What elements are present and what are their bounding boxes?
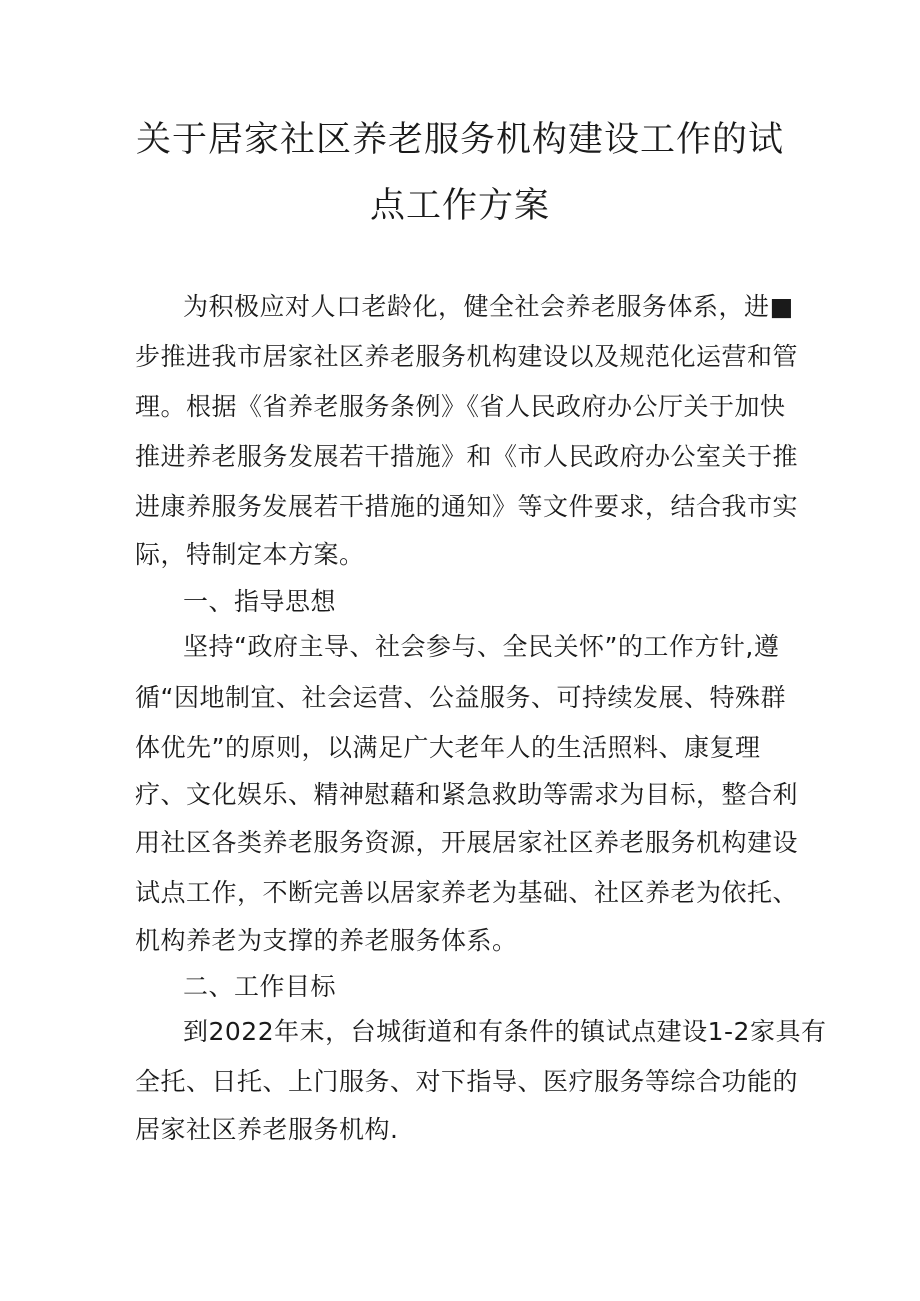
- intro-line-2: 步推进我市居家社区养老服务机构建设以及规范化运营和管: [135, 342, 799, 371]
- section2-heading: 二、工作目标: [183, 972, 337, 1001]
- section1-line-3: 体优先”的原则，以满足广大老年人的生活照料、康复理: [135, 733, 761, 762]
- document-title-line-2: 点工作方案: [369, 186, 550, 226]
- intro-line-6: 际，特制定本方案。: [135, 540, 365, 569]
- section1-heading: 一、指导思想: [183, 587, 337, 616]
- section2-line-1: 到2022年末，台城街道和有条件的镇试点建设1-2家具有: [183, 1017, 827, 1046]
- section1-line-5: 用社区各类养老服务资源，开展居家社区养老服务机构建设: [135, 828, 799, 857]
- section1-line-6: 试点工作，不断完善以居家养老为基础、社区养老为依托、: [135, 878, 799, 907]
- section2-line-2: 全托、日托、上门服务、对下指导、医疗服务等综合功能的: [135, 1067, 799, 1096]
- intro-line-5: 进康养服务发展若干措施的通知》等文件要求，结合我市实: [135, 492, 799, 521]
- intro-line-3: 理。根据《省养老服务条例》《省人民政府办公厅关于加快: [135, 392, 786, 421]
- section2-line-3: 居家社区养老服务机构.: [135, 1115, 399, 1144]
- section1-line-4: 疗、文化娱乐、精神慰藉和紧急救助等需求为目标，整合利: [135, 780, 799, 809]
- section1-line-1: 坚持“政府主导、社会参与、全民关怀”的工作方针,遵: [183, 632, 780, 661]
- section1-line-2: 循“因地制宜、社会运营、公益服务、可持续发展、特殊群: [135, 683, 786, 712]
- intro-line-1: 为积极应对人口老龄化，健全社会养老服务体系，进■: [183, 292, 794, 321]
- section1-line-7: 机构养老为支撑的养老服务体系。: [135, 926, 518, 955]
- intro-line-4: 推进养老服务发展若干措施》和《市人民政府办公室关于推: [135, 442, 799, 471]
- document-title-line-1: 关于居家社区养老服务机构建设工作的试: [135, 120, 784, 160]
